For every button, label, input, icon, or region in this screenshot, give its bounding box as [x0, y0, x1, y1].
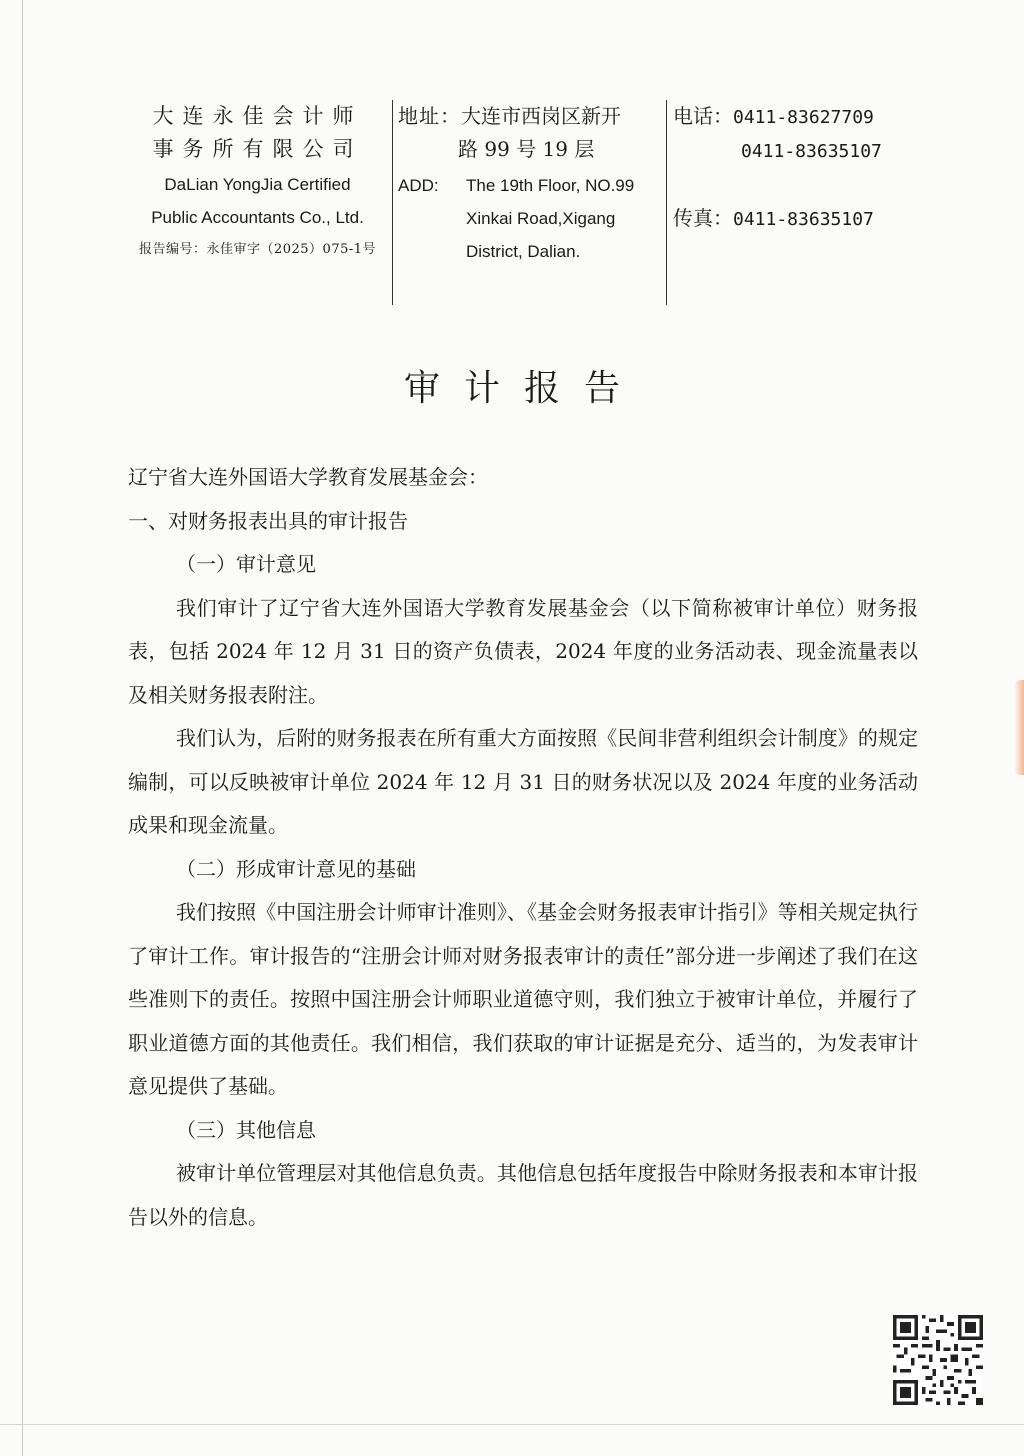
addressee: 辽宁省大连外国语大学教育发展基金会： [128, 465, 488, 489]
qr-code-icon [893, 1315, 983, 1405]
address-en-line1: The 19th Floor, NO.99 [466, 176, 635, 195]
paragraph-audit-scope: 我们审计了辽宁省大连外国语大学教育发展基金会（以下简称被审计单位）财务报表，包括 2024 年 12 月 31 日的资产负债表，2024 年度的业务活动表、现金流量表以及相关财务报表附注。 [128, 595, 918, 707]
divider-2 [666, 100, 667, 305]
tel-label: 电话： [673, 104, 733, 128]
address-en-line2: Xinkai Road,Xigang [466, 209, 616, 228]
address-cn-line2: 路 99 号 19 层 [458, 137, 595, 161]
scan-edge-mark [1014, 680, 1024, 775]
report-number: 报告编号：永佳审字（2025）075-1号 [138, 242, 377, 257]
section-heading-1: 一、对财务报表出具的审计报告 [128, 508, 408, 533]
fax-label: 传真： [673, 206, 733, 230]
address-en-label: ADD: [398, 176, 439, 195]
firm-info [125, 100, 390, 265]
address-cn-line1: 大连市西岗区新开 [461, 104, 621, 128]
subheading-basis: （二）形成审计意见的基础 [176, 856, 416, 881]
address-info [398, 100, 663, 268]
contact-info [673, 100, 913, 236]
firm-name-cn-line1: 大连永佳会计师 [152, 104, 363, 128]
divider-1 [392, 100, 393, 305]
document-title: 审计报告 [403, 368, 644, 409]
subheading-audit-opinion: （一）审计意见 [176, 552, 316, 576]
firm-name-cn-line2: 事务所有限公司 [152, 137, 363, 161]
subheading-other-info: （三）其他信息 [176, 1117, 316, 1142]
firm-name-en-line2: Public Accountants Co., Ltd. [151, 208, 364, 227]
tel-number-1: 0411-83627709 [733, 107, 874, 128]
firm-name-en-line1: DaLian YongJia Certified [164, 175, 351, 194]
report-body [128, 456, 918, 1239]
paragraph-opinion: 我们认为，后附的财务报表在所有重大方面按照《民间非营利组织会计制度》的规定编制，可以反映被审计单位 2024 年 12 月 31 日的财务状况以及 2024 年度的业务活动成果和现金流量。 [128, 726, 918, 837]
fax-number: 0411-83635107 [733, 209, 874, 230]
page-edge-bottom [0, 1424, 1024, 1425]
paragraph-basis: 我们按照《中国注册会计师审计准则》、《基金会财务报表审计指引》等相关规定执行了审计工作。审计报告的“注册会计师对财务报表审计的责任”部分进一步阐述了我们在这些准则下的责任。按照中国注册会计师职业道德守则，我们独立于被审计单位，并履行了职业道德方面的其他责任。我们相信，我们获取的审计证据是充分、适当的，为发表审计意见提供了基础。 [128, 900, 918, 1098]
letterhead [125, 100, 905, 305]
page-edge-left [22, 0, 23, 1456]
address-en-line3: District, Dalian. [466, 242, 581, 261]
paragraph-other-info: 被审计单位管理层对其他信息负责。其他信息包括年度报告中除财务报表和本审计报告以外的信息。 [128, 1161, 918, 1229]
tel-number-2: 0411-83635107 [741, 141, 882, 162]
address-cn-label: 地址： [398, 104, 461, 128]
